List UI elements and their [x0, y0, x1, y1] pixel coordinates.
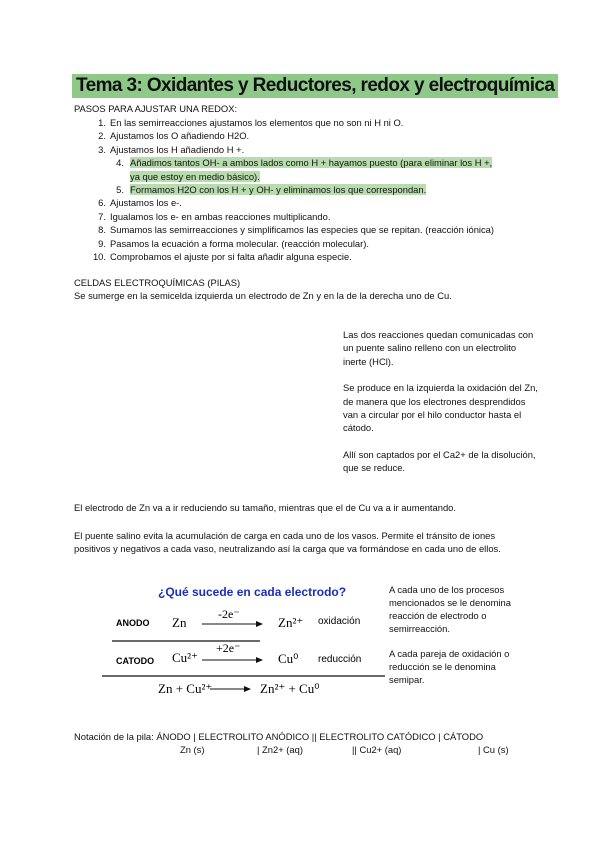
step-item: 7. Igualamos los e- en ambas reacciones multiplicando.: [98, 210, 331, 222]
side2-paragraph: A cada uno de los procesos mencionados se le denomina reacción de electrodo o semirreacción.: [389, 584, 511, 634]
step-item: 6. Ajustamos los e-.: [98, 197, 182, 209]
notation-line: Notación de la pila: ÁNODO | ELECTROLITO ANÓDICO || ELECTROLITO CATÓDICO | CÁTODO: [74, 731, 484, 742]
electrode-reactions-figure: [100, 580, 385, 700]
notation-cu2: || Cu2+ (aq): [352, 744, 402, 755]
catodo-label: CATODO: [116, 656, 155, 666]
step-item: 9. Pasamos la ecuación a forma molecular. (reacción molecular).: [98, 237, 369, 249]
catodo-electrons: +2e⁻: [216, 641, 241, 655]
pila-notation: [74, 730, 534, 756]
global-left: Zn + Cu²⁺: [158, 681, 213, 696]
catodo-product: Cu⁰: [278, 651, 299, 666]
step-item: 10. Comprobamos el ajuste por si falta añadir alguna especie.: [92, 251, 352, 263]
anodo-reactant: Zn: [172, 615, 187, 630]
step-item: 2. Ajustamos los O añadiendo H2O.: [98, 130, 250, 142]
celdas-intro: Se sumerge en la semicelda izquierda un electrodo de Zn y en la de la derecha uno de Cu.: [74, 290, 452, 301]
notation-zn: Zn (s): [180, 744, 205, 755]
anodo-electrons: -2e⁻: [218, 607, 240, 621]
notation-values: [74, 743, 534, 756]
side-paragraph: Se produce en la izquierda la oxidación del Zn, de manera que los electrones desprendidos van a circular por el hilo conductor hasta el cátodo.: [343, 382, 538, 434]
side-paragraph: Las dos reacciones quedan comunicadas con un puente salino relleno con un electrolito inerte (HCl).: [343, 329, 534, 367]
step-item: 3. Ajustamos los H añadiendo H +.: [98, 143, 245, 155]
catodo-reactant: Cu²⁺: [172, 650, 198, 665]
notation-cu: | Cu (s): [478, 744, 509, 755]
anodo-product: Zn²⁺: [278, 615, 304, 630]
page-title: Tema 3: Oxidantes y Reductores, redox y electroquímica: [72, 74, 558, 98]
step-item-highlighted: ya que estoy en medio básico).: [130, 170, 260, 182]
electrode-paragraph: El electrodo de Zn va a ir reduciendo su tamaño, mientras que el de Cu va a ir aumentando.: [74, 502, 456, 513]
pila-explanation: [343, 328, 539, 488]
step-item-highlighted: 4. Añadimos tantos OH- a ambos lados como H + hayamos puesto (para eliminar los H +,: [116, 157, 493, 169]
steps-list: [92, 116, 494, 263]
notation-zn2: | Zn2+ (aq): [257, 744, 303, 755]
step-item: 1. En las semirreacciones ajustamos los elementos que no son ni H ni O.: [98, 117, 404, 128]
global-right: Zn²⁺ + Cu⁰: [260, 681, 320, 696]
pasos-heading: PASOS PARA AJUSTAR UNA REDOX:: [74, 103, 238, 114]
side2-paragraph: A cada pareja de oxidación o reducción se le denomina semipar.: [389, 648, 510, 685]
step-item-highlighted: 5. Formamos H2O con los H + y OH- y eliminamos los que correspondan.: [116, 184, 427, 196]
salt-bridge-paragraph: El puente salino evita la acumulación de carga en cada uno de los vasos. Permite el tránsito de iones positivos y negativos a cada vaso, neutralizando así la carga que va formándose en cada uno de ellos.: [74, 530, 501, 555]
anodo-process: oxidación: [318, 616, 361, 627]
catodo-process: reducción: [318, 654, 362, 665]
semirreaccion-notes: [389, 583, 529, 698]
anodo-label: ANODO: [116, 618, 150, 628]
celdas-heading: CELDAS ELECTROQUÍMICAS (PILAS): [74, 277, 241, 288]
figure-title: ¿Qué sucede en cada electrodo?: [158, 585, 347, 599]
side-paragraph: Allí son captados por el Ca2+ de la disolución, que se reduce.: [343, 448, 536, 474]
step-item: 8. Sumamos las semirreacciones y simplificamos las especies que se repitan. (reacción iónica): [98, 224, 495, 236]
